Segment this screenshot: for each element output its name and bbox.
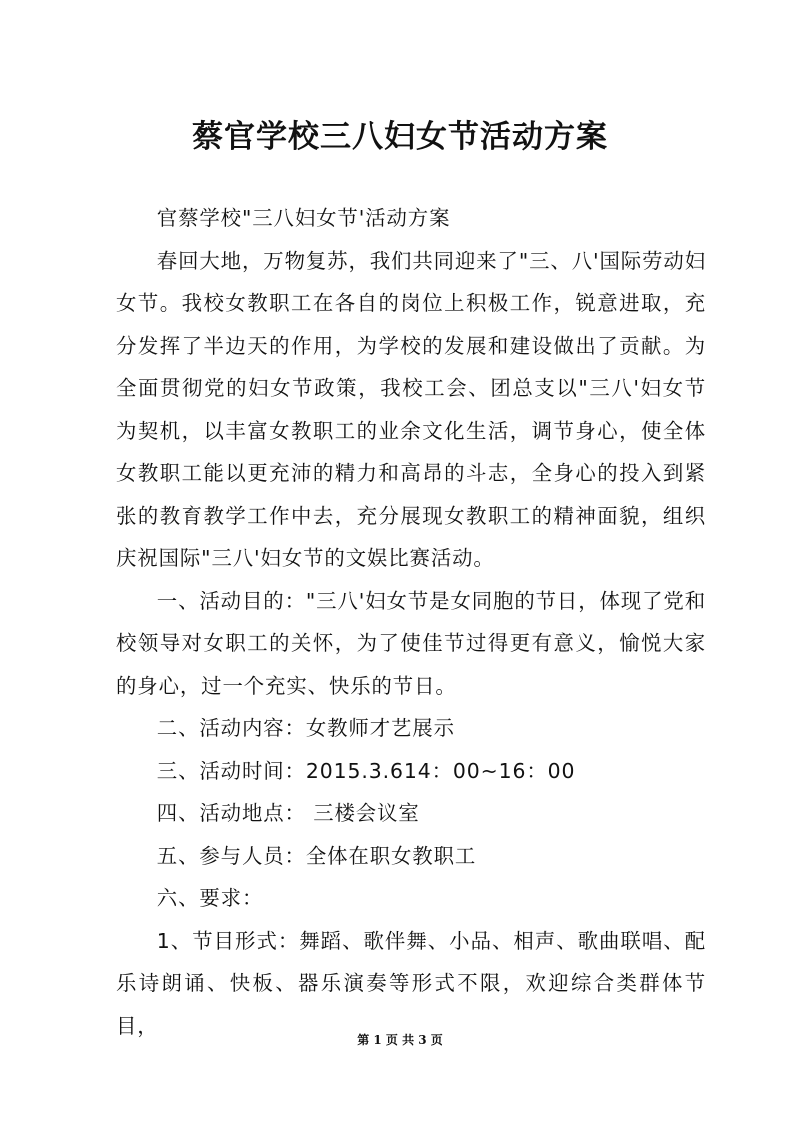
document-title: 蔡官学校三八妇女节活动方案 — [192, 119, 608, 155]
paragraph-content: 二、活动内容：女教师才艺展示 — [156, 716, 455, 740]
paragraph-purpose: 一、活动目的："三八'妇女节是女同胞的节日，体现了党和校领导对女职工的关怀，为了使佳节过得更有意义，愉悦大家的身心，过一个充实、快乐的节日。 — [116, 588, 706, 698]
document-body — [116, 197, 706, 1047]
page-footer: 第 1 页 共 3 页 — [357, 1033, 443, 1047]
paragraph-program-format: 1、节目形式：舞蹈、歌伴舞、小品、相声、歌曲联唱、配乐诗朗诵、快板、器乐演奏等形式不限，欢迎综合类群体节目， — [116, 928, 706, 1038]
paragraph-requirements: 六、要求： — [156, 886, 264, 910]
paragraph-intro: 春回大地，万物复苏，我们共同迎来了"三、八'国际劳动妇女节。我校女教职工在各自的岗位上积极工作，锐意进取，充分发挥了半边天的作用，为学校的发展和建设做出了贡献。为全面贯彻党的妇女节政策，我校工会、团总支以"三八'妇女节为契机，以丰富女教职工的业余文化生活，调节身心，使全体女教职工能以更充沛的精力和高昂的斗志，全身心的投入到紧张的教育教学工作中去，充分展现女教职工的精神面貌，组织庆祝国际"三八'妇女节的文娱比赛活动。 — [116, 248, 706, 570]
paragraph-location: 四、活动地点： 三楼会议室 — [156, 801, 420, 825]
paragraph-participants: 五、参与人员：全体在职女教职工 — [156, 843, 477, 868]
paragraph-time: 三、活动时间：2015.3.614：00~16：00 — [156, 758, 576, 783]
paragraph-heading: 官蔡学校"三八妇女节'活动方案 — [156, 206, 451, 230]
